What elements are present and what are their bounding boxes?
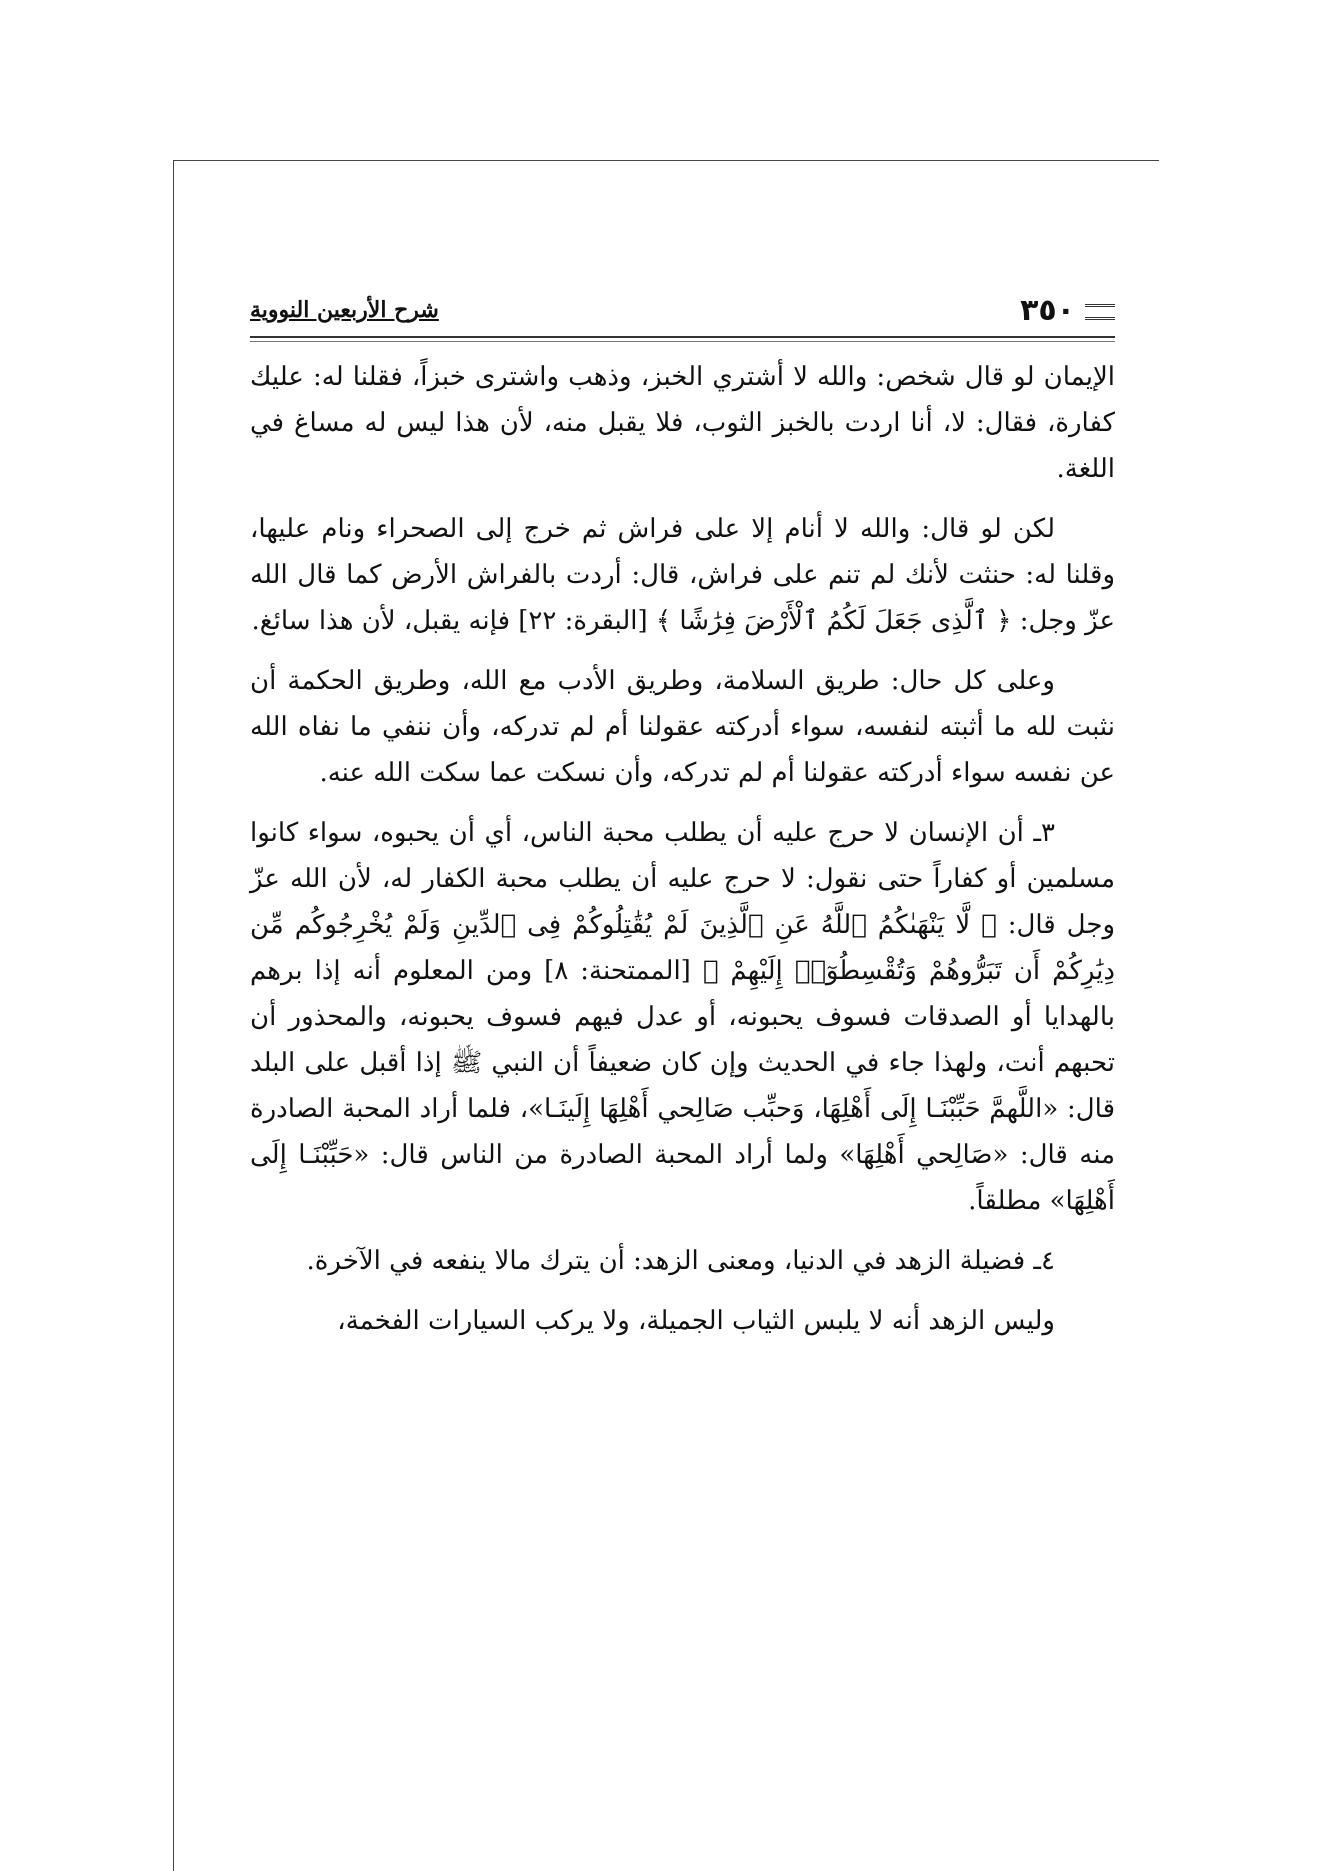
paragraph-4: ٣ـ أن الإنسان لا حرج عليه أن يطلب محبة الناس، أي أن يحبوه، سواء كانوا مسلمين أو كفاراً حتى نقول: لا حرج عليه أن يطلب محبة الكفار له، لأن الله عزّ وجل قال: ﴿ لَّا يَنْهَىٰكُمُ ٱللَّهُ عَنِ ٱلَّذِينَ لَمْ يُقَٰتِلُوكُمْ فِى ٱلدِّينِ وَلَمْ يُخْرِجُوكُم مِّن دِيَٰرِكُمْ أَن تَبَرُّوهُمْ وَتُقْسِطُوٓا۟ إِلَيْهِمْ ﴾ [الممتحنة: ٨] ومن المعلوم أنه إذا برهم بالهدايا أو الصدقات فسوف يحبونه، أو عدل فيهم فسوف يحبونه، والمحذور أن تحبهم أنت، ولهذا جاء في الحديث وإن كان ضعيفاً أن النبي ﷺ إذا أقبل على البلد قال: «اللَّهمَّ حَبِّبْنَـا إِلَى أَهْلِهَا، وَحبِّب صَالِحي أَهْلِهَا إِلَينَـا»، فلما أراد المحبة الصادرة منه قال: «صَالِحي أَهْلِهَا» ولما أراد المحبة الصادرة من الناس قال: «حَبِّبْنَـا إِلَى أَهْلِهَا» مطلقاً. — [250, 818, 1115, 1216]
page-frame-left-rule — [173, 160, 174, 1871]
page-header — [250, 290, 1115, 330]
paragraph-6: وليس الزهد أنه لا يلبس الثياب الجميلة، ولا يركب السيارات الفخمة، — [337, 1306, 1055, 1336]
page-body — [250, 354, 1115, 1344]
page-frame-top-rule — [173, 160, 1159, 161]
running-title: شرح الأربعين النووية — [250, 297, 439, 323]
paragraph-1: الإيمان لو قال شخص: والله لا أشتري الخبز، وذهب واشترى خبزاً، فقلنا له: عليك كفارة، فقال: لا، أنا اردت بالخبز الثوب، فلا يقبل منه، لأن هذا ليس له مساغ في اللغة. — [250, 362, 1115, 484]
paragraph-2: لكن لو قال: والله لا أنام إلا على فراش ثم خرج إلى الصحراء ونام عليها، وقلنا له: حنثت لأنك لم تنم على فراش، قال: أردت بالفراش الأرض كما قال الله عزّ وجل: ﴿ ٱلَّذِى جَعَلَ لَكُمُ ٱلْأَرْضَ فِرَٰشًا ﴾ [البقرة: ٢٢] فإنه يقبل، لأن هذا سائغ. — [250, 514, 1115, 636]
paragraph-3: وعلى كل حال: طريق السلامة، وطريق الأدب مع الله، وطريق الحكمة أن نثبت لله ما أثبته لنفسه، سواء أدركته عقولنا أم لم تدركه، وأن ننفي ما نفاه الله عن نفسه سواء أدركته عقولنا أم لم تدركه، وأن نسكت عما سكت الله عنه. — [250, 666, 1115, 788]
page-number: ٣٥٠ — [1020, 292, 1075, 328]
book-page — [250, 290, 1115, 1358]
header-rule — [250, 336, 1115, 342]
header-ornament — [1085, 304, 1115, 320]
paragraph-5: ٤ـ فضيلة الزهد في الدنيا، ومعنى الزهد: أن يترك مالا ينفعه في الآخرة. — [306, 1246, 1055, 1276]
